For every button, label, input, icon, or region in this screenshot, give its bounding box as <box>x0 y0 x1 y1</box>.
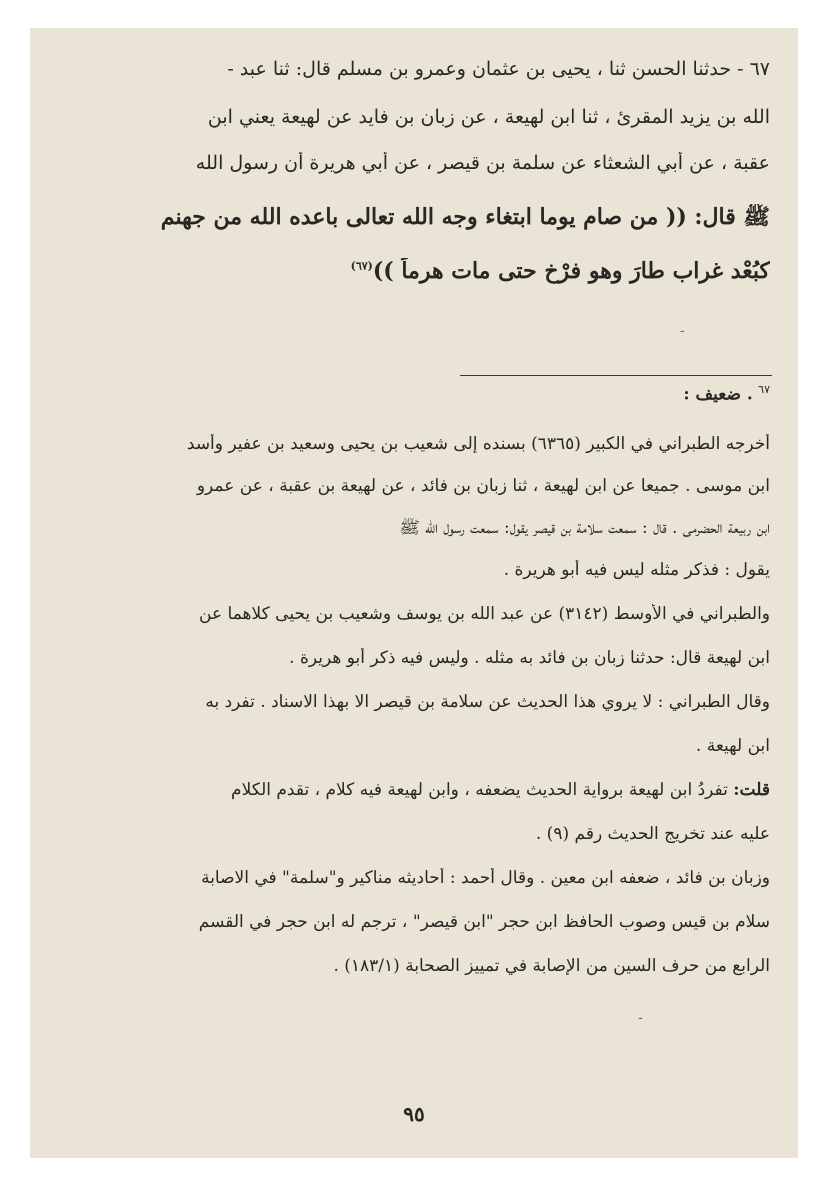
footnote-line-8: ابن لهيعة . <box>695 736 770 756</box>
footnote-line-6: ابن لهيعة قال: حدثنا زبان بن فائد به مثله . وليس فيه ذكر أبو هريرة . <box>289 648 770 668</box>
hadith-line-2: الله بن يزيد المقرئ ، ثنا ابن لهيعة ، عن زبان بن فايد عن لهيعة يعني ابن <box>207 106 770 128</box>
footnote-line-11: وزبان بن فائد ، ضعفه ابن معين . وقال أحمد : أحاديثه مناكير و"سلمة" في الاصابة <box>201 868 770 888</box>
footnote-line-5: والطبراني في الأوسط (٣١٤٢) عن عبد الله بن يوسف وشعيب بن يحيى كلاهما عن <box>199 604 770 624</box>
footnote-divider <box>460 375 772 376</box>
footnote-line-3: ابن ربيعة الحضرمي . قال : سمعت سلامة بن قيصر يقول: سمعت رسول الله ﷺ <box>399 518 770 538</box>
footnote-heading-number: ٦٧ <box>758 383 770 396</box>
hadith-matn-line-1: ﷺ قال: (( من صام يوما ابتغاء وجه الله تعالى باعده الله من جهنم <box>160 204 770 230</box>
dash-mark: - <box>680 323 685 339</box>
footnote-line-1: أخرجه الطبراني في الكبير (٦٣٦٥) بسنده إلى شعيب بن يحيى وسعيد بن عفير وأسد <box>186 434 770 454</box>
footnote-line-9-text: تفردُ ابن لهيعة برواية الحديث يضعفه ، وابن لهيعة فيه كلام ، تقدم الكلام <box>231 780 728 800</box>
hadith-matn-line-2 <box>52 258 770 284</box>
qult-label: قلت: <box>733 780 770 800</box>
footnote-line-9 <box>52 780 770 800</box>
footnote-heading <box>52 383 770 405</box>
hadith-matn-text: كبُعْد غراب طارَ وهو فرْخ حتى مات هرماً )) <box>372 258 770 284</box>
scanned-page <box>30 28 798 1158</box>
footnote-line-12: سلام بن قيس وصوب الحافظ ابن حجر "ابن قيصر" ، ترجم له ابن حجر في القسم <box>198 912 770 932</box>
footnote-line-7: وقال الطبراني : لا يروي هذا الحديث عن سلامة بن قيصر الا بهذا الاسناد . تفرد به <box>205 692 770 712</box>
footnote-ref: (٦٧) <box>350 259 373 273</box>
footnote-line-4: يقول : فذكر مثله ليس فيه أبو هريرة . <box>503 560 770 580</box>
footnote-grade: . ضعيف : <box>683 384 753 405</box>
footnote-line-2: ابن موسى . جميعا عن ابن لهيعة ، ثنا زبان بن فائد ، عن لهيعة بن عقبة ، عن عمرو <box>196 476 770 496</box>
hadith-line-3: عقبة ، عن أبي الشعثاء عن سلمة بن قيصر ، عن أبي هريرة أن رسول الله <box>195 152 770 174</box>
hadith-line-1: ٦٧ - حدثنا الحسن ثنا ، يحيى بن عثمان وعمرو بن مسلم قال: ثنا عبد - <box>227 58 770 80</box>
footnote-line-13: الرابع من حرف السين من الإصابة في تمييز الصحابة (١٨٣/١) . <box>333 956 770 976</box>
dash-mark-2: - <box>638 1010 643 1026</box>
footnote-line-10: عليه عند تخريج الحديث رقم (٩) . <box>535 824 770 844</box>
page-number: ٩٥ <box>403 1102 425 1126</box>
